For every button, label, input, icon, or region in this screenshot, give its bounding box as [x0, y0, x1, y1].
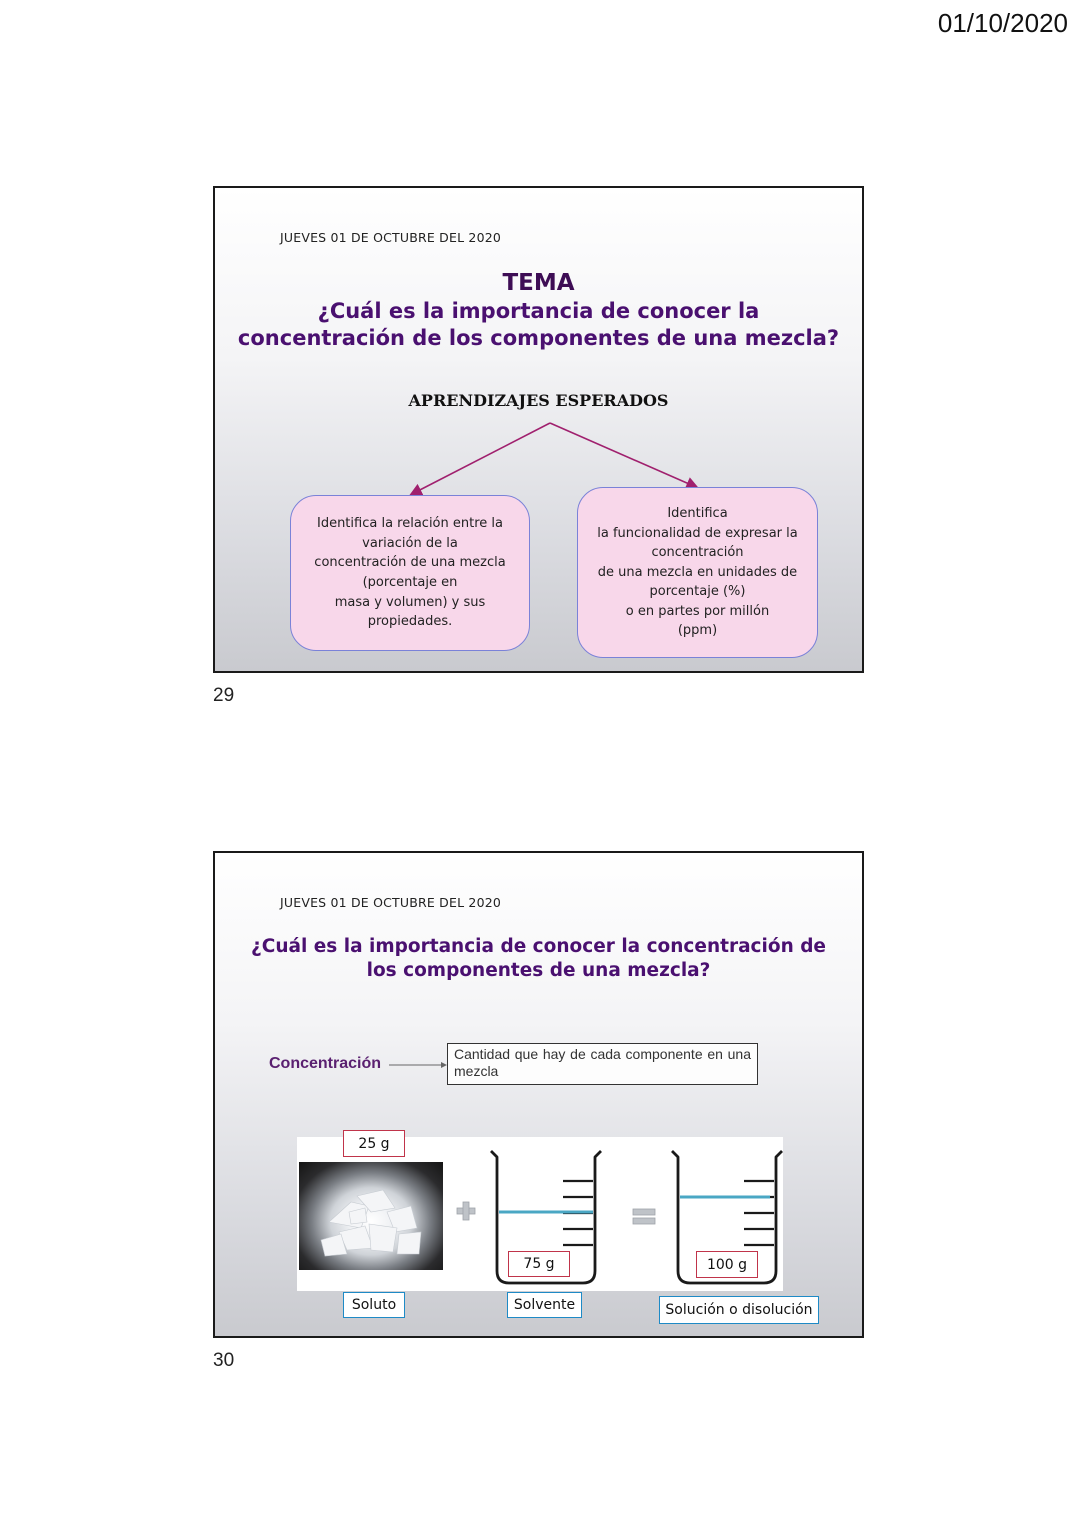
definition-box: Cantidad que hay de cada componente en una mezcla	[447, 1043, 758, 1085]
solution-mass-tag: 100 g	[696, 1251, 758, 1278]
solute-label: Soluto	[343, 1292, 405, 1318]
tema-heading: TEMA	[502, 270, 575, 296]
arrow-left	[412, 423, 550, 494]
slide-29	[213, 186, 864, 673]
slide-date: JUEVES 01 DE OCTUBRE DEL 2020	[280, 230, 502, 245]
slide-30	[213, 851, 864, 1338]
concept-label: Concentración	[269, 1055, 382, 1072]
slide-number-29: 29	[213, 685, 235, 706]
aprendizajes-heading: APRENDIZAJES ESPERADOS	[408, 391, 669, 410]
slide-title: ¿Cuál es la importancia de conocer la concentración de los componentes de una mezcla?	[251, 936, 826, 981]
learning-goal-box-1: Identifica la relación entre la variación de la concentración de una mezcla (porcentaje en masa y volumen) y sus propiedades.	[290, 495, 530, 651]
solute-photo	[299, 1162, 443, 1270]
slide-number-30: 30	[213, 1350, 235, 1371]
slide-date: JUEVES 01 DE OCTUBRE DEL 2020	[280, 895, 502, 910]
slide-title: ¿Cuál es la importancia de conocer la concentración de los componentes de una mezcla?	[237, 299, 840, 350]
solvent-label: Solvente	[507, 1292, 582, 1318]
solvent-mass-tag: 75 g	[508, 1251, 570, 1277]
solution-label: Solución o disolución	[659, 1296, 819, 1324]
learning-goal-box-2: Identifica la funcionalidad de expresar la concentración de una mezcla en unidades de porcentaje (%) o en partes por millón (ppm)	[577, 487, 818, 658]
solute-mass-tag: 25 g	[343, 1130, 405, 1157]
page-date: 01/10/2020	[937, 8, 1068, 38]
arrow-right	[550, 423, 696, 487]
